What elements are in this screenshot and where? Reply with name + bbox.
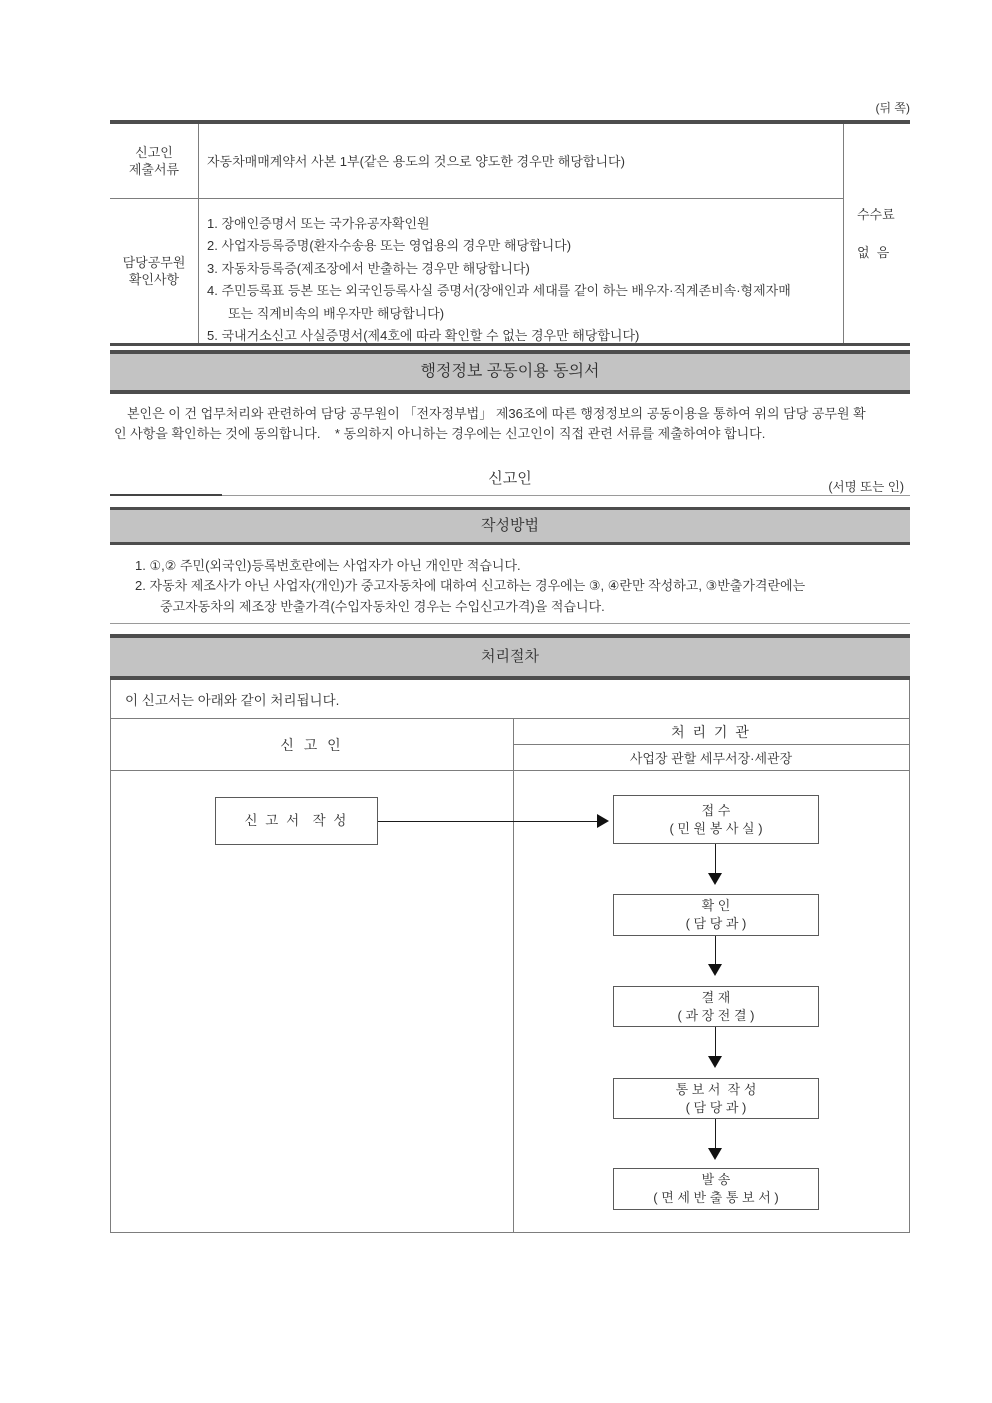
step-title: 확 인 bbox=[701, 898, 731, 913]
flow-connector-line bbox=[715, 936, 716, 964]
agency-header-divider bbox=[513, 744, 909, 745]
step-title: 통 보 서 작 성 bbox=[675, 1081, 757, 1097]
fee-value: 없 음 bbox=[857, 245, 890, 260]
officials-list bbox=[199, 199, 847, 347]
section-divider-line bbox=[110, 495, 910, 496]
instruction-line-continuation: 중고자동차의 제조장 반출가격(수입자동차인 경우는 수입신고가격)을 적습니다. bbox=[160, 599, 605, 614]
header-bottom-line bbox=[111, 770, 909, 771]
list-item: 4. 주민등록표 등본 또는 외국인등록사실 증명서(장애인과 세대를 같이 하는 배우자·직계존비속·형제자매 bbox=[207, 283, 791, 299]
instructions-section-header: 작성방법 bbox=[110, 507, 910, 545]
arrow-down-icon bbox=[708, 964, 722, 976]
step-title: 결 재 bbox=[701, 989, 731, 1005]
instruction-line: 2. 자동차 제조사가 아닌 사업자(개인)가 중고자동차에 대하여 신고하는 경우에는 ③, ④란만 작성하고, ③반출가격란에는 bbox=[135, 578, 806, 593]
flow-connector-line bbox=[715, 1027, 716, 1056]
procedure-section-header: 처리절차 bbox=[110, 634, 910, 680]
flow-step-box bbox=[613, 894, 819, 936]
list-item-continuation: 또는 직계비속의 배우자만 해당합니다) bbox=[228, 305, 445, 321]
docs-row-content: 자동차매매계약서 사본 1부(같은 용도의 것으로 양도한 경우만 해당합니다) bbox=[207, 153, 625, 169]
flow-step-box bbox=[613, 986, 819, 1027]
applicant-step-box: 신 고 서 작 성 bbox=[215, 797, 378, 845]
section-divider-line bbox=[110, 623, 910, 624]
step-subtitle: ( 담 당 과 ) bbox=[685, 1099, 747, 1115]
fee-label: 수수료 bbox=[857, 207, 895, 222]
flow-connector-line bbox=[715, 1119, 716, 1148]
docs-label-line1: 신고인 bbox=[135, 145, 173, 160]
officials-label-line1: 담당공무원 bbox=[122, 255, 186, 270]
step-title: 발 송 bbox=[701, 1172, 731, 1187]
consent-body-line2: 인 사항을 확인하는 것에 동의합니다. * 동의하지 아니하는 경우에는 신고인이 직접 관련 서류를 제출하여야 합니다. bbox=[114, 426, 766, 441]
flow-step-box bbox=[613, 795, 819, 844]
list-item: 5. 국내거소신고 사실증명서(제4호에 따라 확인할 수 없는 경우만 해당합니다) bbox=[207, 328, 640, 344]
step-subtitle: ( 담 당 과 ) bbox=[685, 916, 747, 931]
submitted-docs-table bbox=[110, 120, 910, 346]
consent-body-line1: 본인은 이 건 업무처리와 관련하여 담당 공무원이 「전자정부법」 제36조에 따른 행정정보의 공동이용을 통하여 위의 담당 공무원 확 bbox=[127, 406, 866, 421]
list-item: 3. 자동차등록증(제조장에서 반출하는 경우만 해당합니다) bbox=[207, 260, 530, 276]
page-side-label: (뒤 쪽) bbox=[875, 101, 910, 115]
docs-row-label bbox=[110, 124, 198, 198]
officials-row-label bbox=[110, 199, 198, 343]
agency-column-header: 처 리 기 관 bbox=[671, 723, 751, 740]
step-subtitle: ( 과 장 전 결 ) bbox=[677, 1007, 755, 1023]
arrow-down-icon bbox=[708, 1148, 722, 1160]
procedure-table bbox=[110, 680, 910, 1233]
step-subtitle: ( 민 원 봉 사 실 ) bbox=[669, 820, 763, 836]
column-divider bbox=[513, 718, 514, 1232]
consent-section-header: 행정정보 공동이용 동의서 bbox=[110, 350, 910, 394]
section-divider-dark-segment bbox=[110, 494, 222, 496]
step-subtitle: ( 면 세 반 출 통 보 서 ) bbox=[653, 1190, 779, 1205]
fee-cell bbox=[844, 124, 910, 343]
signature-hint: (서명 또는 인) bbox=[828, 480, 904, 494]
list-item: 2. 사업자등록증명(환자수송용 또는 영업용의 경우만 해당합니다) bbox=[207, 238, 572, 254]
applicant-column-header: 신 고 인 bbox=[280, 736, 344, 753]
flow-step-box bbox=[613, 1168, 819, 1210]
agency-column-subheader: 사업장 관할 세무서장·세관장 bbox=[629, 751, 793, 766]
instruction-line: 1. ①,② 주민(외국인)등록번호란에는 사업자가 아닌 개인만 적습니다. bbox=[135, 558, 521, 573]
arrow-down-icon bbox=[708, 1056, 722, 1068]
docs-label-line2: 제출서류 bbox=[128, 162, 180, 177]
flow-connector-line bbox=[378, 821, 598, 822]
flow-step-box bbox=[613, 1078, 819, 1119]
arrow-right-icon bbox=[597, 814, 609, 828]
list-item: 1. 장애인증명서 또는 국가유공자확인원 bbox=[207, 216, 430, 231]
officials-label-line2: 확인사항 bbox=[128, 272, 180, 287]
step-title: 접 수 bbox=[701, 802, 731, 818]
signer-label: 신고인 bbox=[488, 470, 532, 487]
arrow-down-icon bbox=[708, 873, 722, 885]
procedure-intro: 이 신고서는 아래와 같이 처리됩니다. bbox=[125, 693, 340, 708]
flow-connector-line bbox=[715, 844, 716, 873]
